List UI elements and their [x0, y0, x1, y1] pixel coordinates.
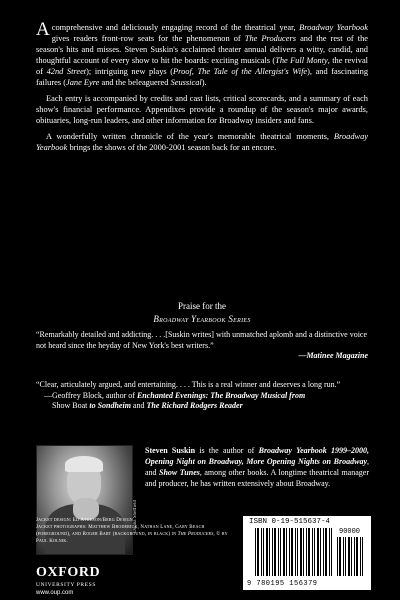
show-title: The Full Monty — [275, 56, 328, 65]
book-title: Show Tunes — [159, 468, 200, 477]
barcode-stripe — [329, 528, 330, 576]
attribution-text: Show Boat — [52, 401, 90, 410]
barcode-stripe — [269, 528, 270, 576]
barcode-stripe — [291, 528, 293, 576]
barcode-stripe — [314, 528, 315, 576]
review-quote-2 — [36, 380, 368, 412]
barcode-stripe — [255, 528, 256, 576]
quote-attribution — [36, 391, 368, 412]
barcode-stripe — [272, 528, 273, 576]
barcode-stripe — [274, 528, 276, 576]
blurb-paragraph-3 — [36, 131, 368, 153]
photo-credit: Donna Sheffield — [133, 500, 138, 533]
barcode-stripe — [323, 528, 324, 576]
praise-line: Praise for the — [178, 301, 226, 311]
show-title: Proof, The Tale of the Allergist's Wife — [173, 67, 308, 76]
barcode-stripe — [300, 528, 302, 576]
book-title: Broadway Yearbook — [299, 23, 369, 32]
bio-text: , among other books. A longtime theatrical manager and producer, he has written extensively about Broadway. — [145, 468, 369, 488]
price-code: 90000 — [339, 528, 361, 536]
barcode-stripe — [320, 528, 321, 576]
publisher-url: www.oup.com — [36, 590, 74, 596]
book-titles: Broadway Yearbook 1999–2000, Opening Night on Broadway, More Opening Nights on Broadway — [145, 446, 369, 466]
author-name: Steven Suskin — [145, 446, 196, 455]
barcode-stripe — [303, 528, 304, 576]
barcode-stripe — [278, 528, 279, 576]
barcode-stripe — [289, 528, 290, 576]
barcode-stripe — [362, 537, 363, 576]
credit-text: , © by Paul Kolnik. — [36, 532, 228, 544]
review-quote-1 — [36, 330, 368, 362]
series-name: Broadway Yearbook Series — [153, 314, 251, 324]
attribution-text: and — [130, 401, 147, 410]
blurb-text: and the rest of the season's hits and misses. Steven Suskin's acclaimed theater annual delivers a witty, candid, and thoughtful account of every show to hit the boards: exciting musicals ( — [36, 34, 368, 65]
quote-text: “Clear, articulately argued, and entertaining. . . . This is a real winner and deserves a long run.” — [36, 380, 341, 389]
barcode-bars — [255, 528, 333, 576]
credit-text: Jacket photographs: Matthew Broderick, Nathan Lane, Gary Beach (foreground), and Roger Bart (background, in black) in — [36, 525, 205, 537]
barcode-stripe — [360, 537, 361, 576]
blurb-text: ), and fascinating failures ( — [36, 67, 369, 87]
barcode-stripe — [351, 537, 352, 576]
barcode-stripe — [266, 528, 268, 576]
barcode-stripe — [308, 528, 310, 576]
blurb-text: and the beleaguered — [99, 78, 171, 87]
barcode-addon-bars — [337, 537, 365, 576]
barcode-stripe — [317, 528, 319, 576]
blurb-paragraph-1 — [36, 19, 369, 88]
jacket-credits — [36, 517, 231, 545]
jacket-photo-credit — [36, 524, 231, 545]
barcode-stripe — [257, 528, 259, 576]
blurb-text: brings the shows of the 2000-2001 season back for an encore. — [67, 143, 277, 152]
barcode-stripe — [295, 528, 296, 576]
barcode-stripe — [325, 528, 327, 576]
blurb-paragraph-2: Each entry is accompanied by credits and cast lists, critical scorecards, and a summary of each show's financial performance. Appendixes provide a roundup of the season's major awards, obituaries, long-run leaders, and other information for Broadway insiders and fans. — [36, 94, 368, 125]
show-title: 42nd Street — [46, 67, 87, 76]
barcode-stripe — [306, 528, 307, 576]
praise-heading — [36, 300, 368, 326]
jacket-design-credit: Jacket design: Ed Atkeson/Berg Design — [36, 518, 133, 523]
barcode-stripe — [286, 528, 287, 576]
drop-cap: A — [36, 19, 50, 40]
bio-text: , and — [145, 457, 369, 477]
book-title: Enchanted Evenings: The Broadway Musical from — [136, 390, 306, 400]
book-title: to Sondheim — [89, 401, 131, 410]
photo-figure-hair — [65, 456, 103, 472]
barcode — [243, 516, 371, 590]
barcode-stripe — [261, 528, 262, 576]
blurb-text: gives readers front-row seats for the phenomenon of — [51, 34, 245, 43]
show-title: Jane Eyre — [66, 78, 100, 87]
barcode-stripe — [297, 528, 298, 576]
publisher-logo: OXFORD — [36, 565, 101, 580]
bio-text: is the author of — [195, 446, 259, 455]
barcode-stripe — [263, 528, 264, 576]
publisher-subtitle: UNIVERSITY PRESS — [36, 582, 96, 588]
barcode-stripe — [312, 528, 313, 576]
blurb-text: comprehensive and deliciously engaging record of the theatrical year, — [51, 23, 300, 32]
barcode-stripe — [354, 537, 355, 576]
barcode-stripe — [348, 537, 350, 576]
barcode-stripe — [343, 537, 344, 576]
barcode-stripe — [337, 537, 338, 576]
quote-text: “Remarkably detailed and addicting. . . .[Suskin writes] with unmatched aplomb and a distinctive voice not heard since the heyday of New York's best writers.” — [36, 330, 368, 350]
ean-number: 9 780195 156379 — [247, 580, 318, 588]
barcode-stripe — [331, 528, 332, 576]
barcode-stripe — [283, 528, 285, 576]
quote-attribution — [36, 351, 368, 362]
book-title: The Richard Rodgers Reader — [146, 401, 243, 410]
author-bio — [145, 445, 369, 489]
book-title: Broadway Yearbook — [36, 132, 368, 152]
barcode-stripe — [345, 537, 346, 576]
isbn-number: ISBN 0-19-515637-4 — [249, 518, 331, 526]
barcode-stripe — [356, 537, 358, 576]
publisher-block — [36, 565, 146, 596]
show-title: Seussical — [170, 78, 202, 87]
blurb-text: ); intriguing new plays ( — [86, 67, 174, 76]
show-title: The Producers — [244, 34, 296, 43]
blurb-text: , the revival of — [36, 56, 369, 76]
blurb-text: ). — [201, 78, 207, 87]
quote-source: —Matinee Magazine — [298, 351, 368, 360]
show-title: The Producers — [177, 532, 214, 537]
attribution-text: —Geoffrey Block, author of — [44, 390, 137, 400]
description-blurb — [36, 19, 369, 158]
barcode-stripe — [280, 528, 281, 576]
blurb-text: A wonderfully written chronicle of the year's memorable theatrical moments, — [46, 132, 334, 141]
barcode-stripe — [339, 537, 341, 576]
